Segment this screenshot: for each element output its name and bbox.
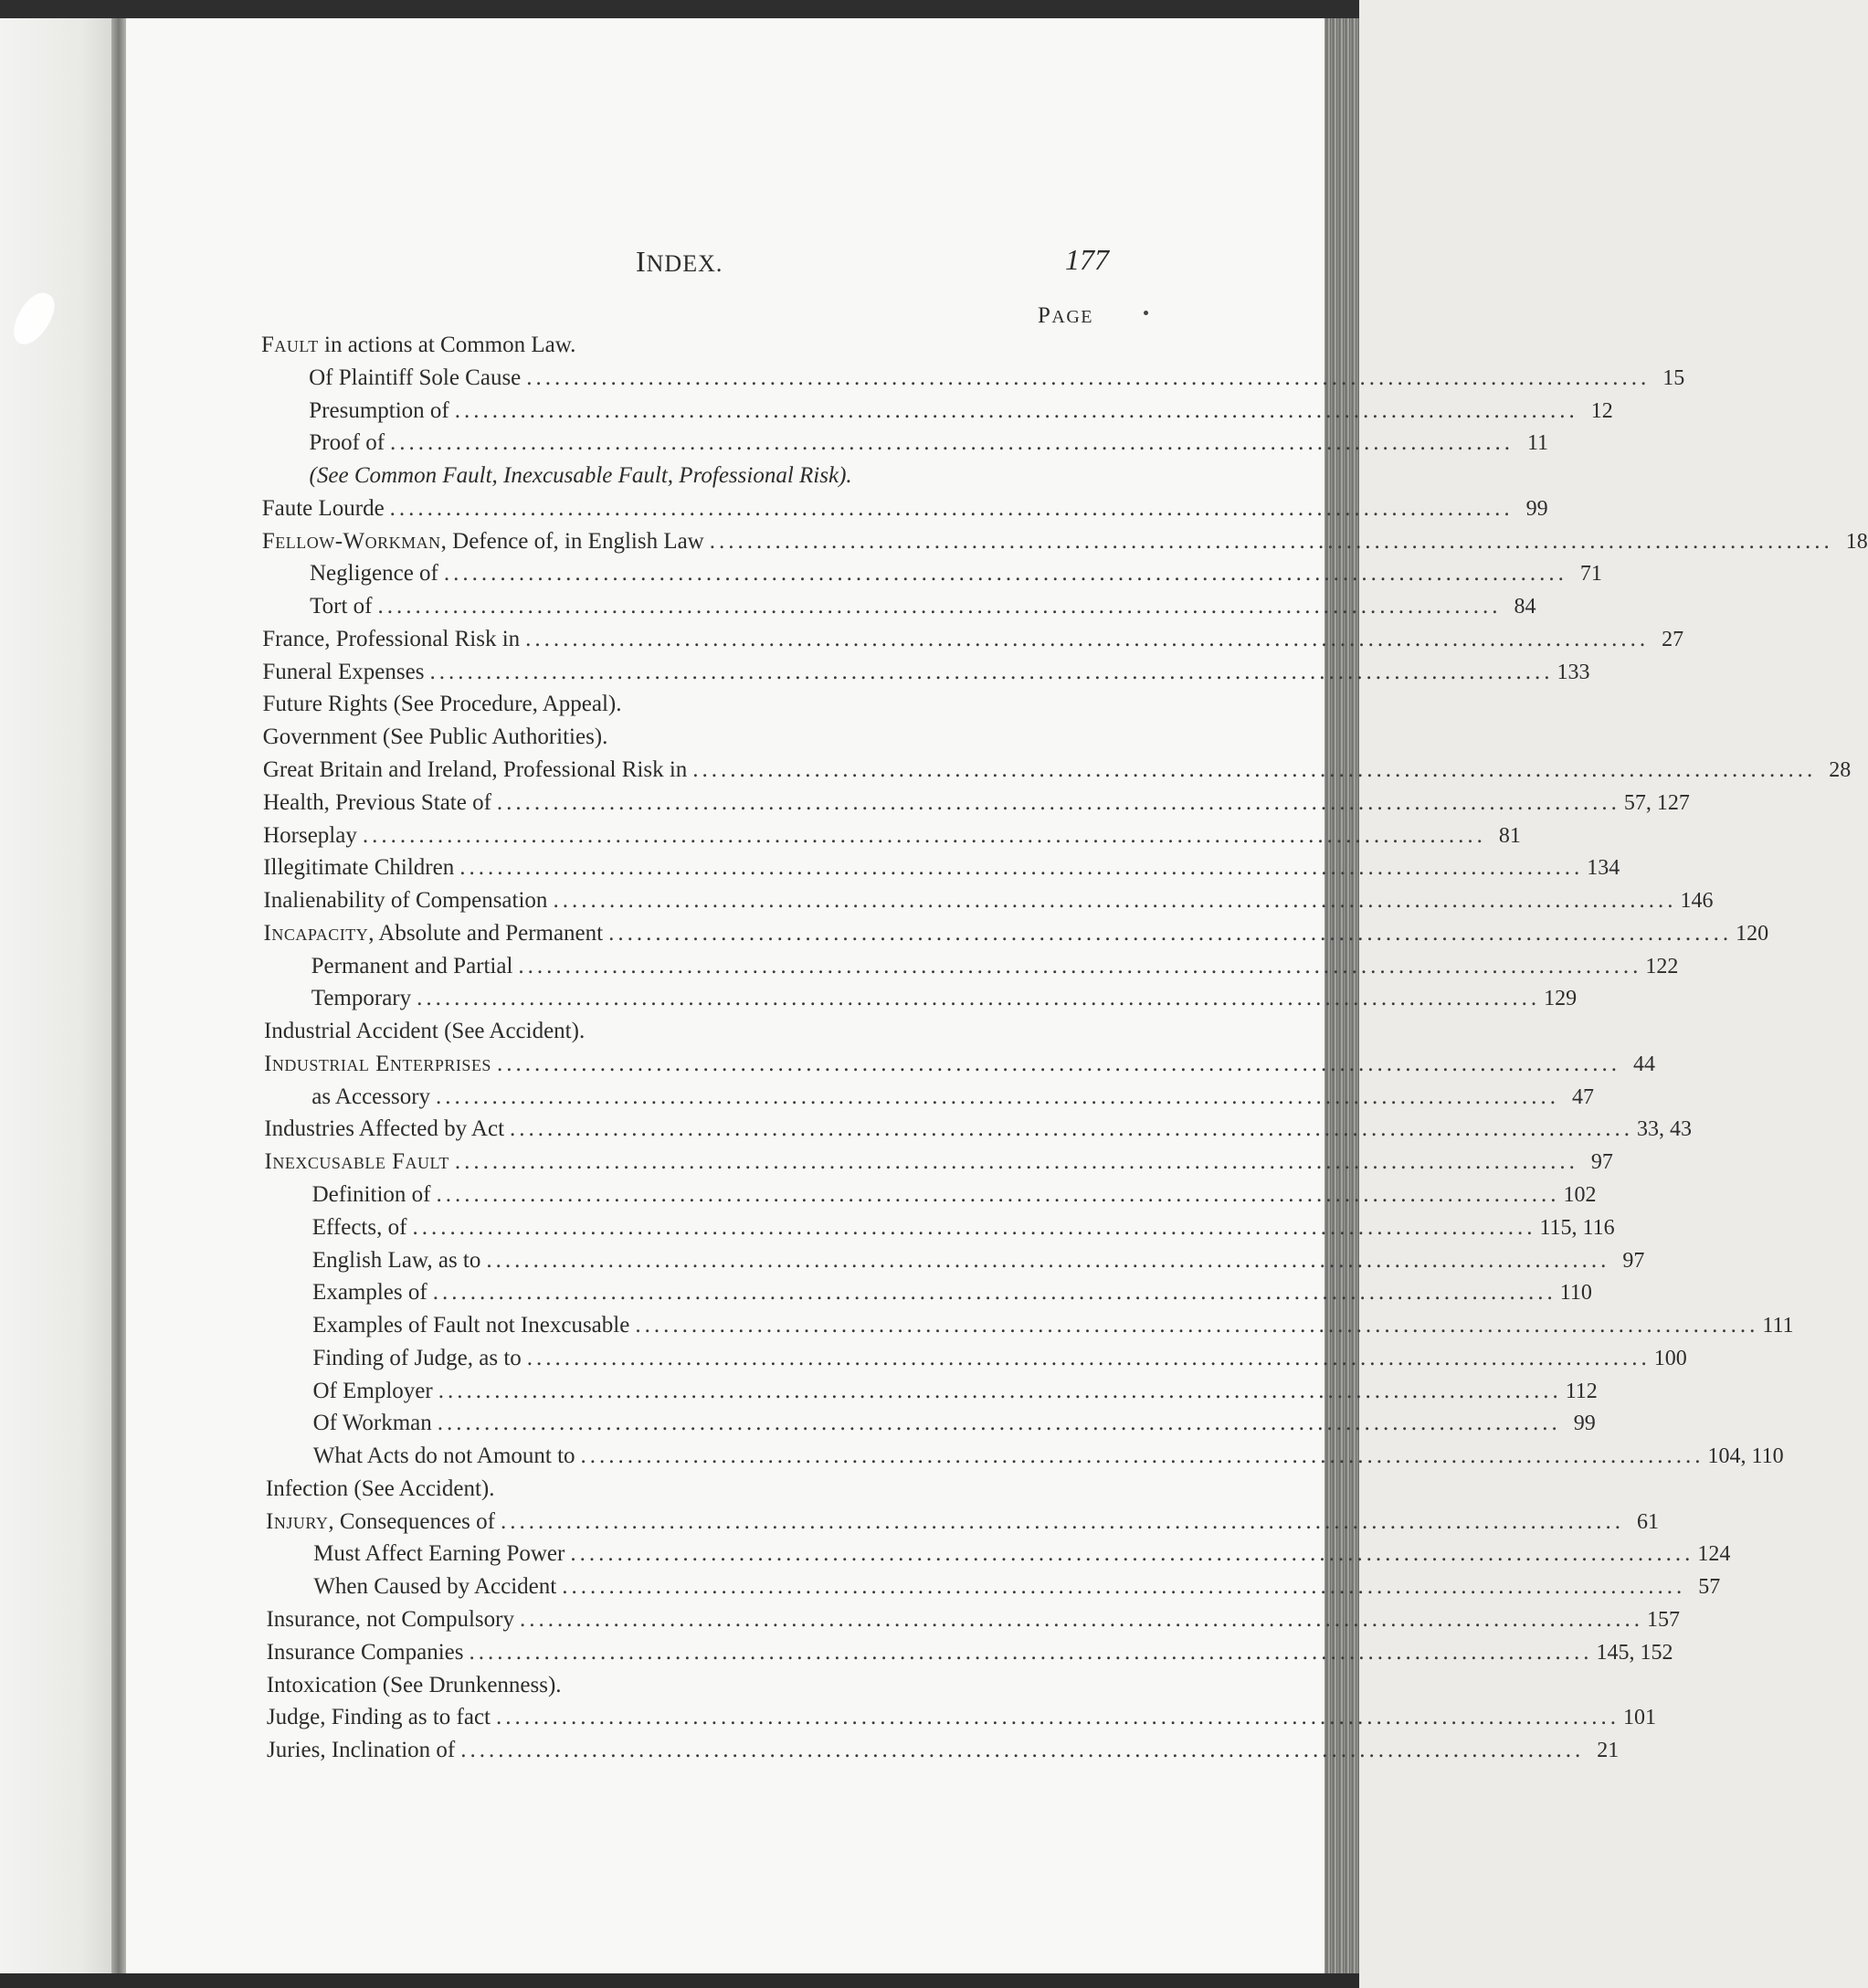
dot-leader: ........................................................................................................................ (580, 1443, 1704, 1469)
dot-leader: ........................................................................................................................ (390, 430, 1514, 456)
index-entry (313, 1574, 1721, 1607)
index-entry-label: Definition of (311, 1182, 431, 1208)
dot-leader: ........................................................................................................................ (635, 1313, 1759, 1338)
index-entry-label: Inalienability of Compensation (263, 888, 548, 914)
index-entry (266, 1705, 1656, 1738)
index-entry-label: Negligence of (309, 561, 438, 587)
index-entry-label: Illegitimate Children (263, 855, 455, 881)
index-entry-label (262, 529, 441, 555)
index-entry-label: Examples of Fault not Inexcusable (312, 1313, 630, 1338)
index-entry-label: as Accessory (311, 1084, 431, 1109)
page-reference: 28 (1829, 758, 1852, 782)
index-entry (262, 659, 1590, 693)
page-reference: 12 (1590, 398, 1613, 423)
book-gutter (111, 18, 126, 1973)
index-entry-label: When Caused by Accident (313, 1574, 557, 1600)
page-reference: 18 (1845, 529, 1868, 554)
index-entry (263, 855, 1620, 888)
index-entry (263, 920, 1769, 954)
dot-leader: ........................................................................................................................ (519, 1607, 1643, 1633)
page-reference: 146 (1680, 889, 1714, 914)
index-entry (311, 986, 1578, 1019)
index-entry-label: Effects, of (311, 1214, 407, 1240)
page-reference: 21 (1597, 1739, 1620, 1763)
page-reference: 133 (1557, 660, 1590, 684)
dot-leader: ........................................................................................................................ (500, 1508, 1624, 1534)
index-entry-label: Horseplay (263, 822, 357, 848)
index-entry (312, 1411, 1596, 1443)
index-entry (266, 1607, 1680, 1640)
index-entry-label: Industrial Accident (See Accident). (263, 1019, 586, 1044)
index-entry (262, 789, 1690, 823)
index-entry (261, 333, 1107, 365)
index-entry-label: Temporary (311, 986, 412, 1011)
dot-leader: ........................................................................................................................ (486, 1247, 1610, 1273)
scan-bottom-border (0, 1973, 1359, 1988)
page-reference: 97 (1622, 1248, 1645, 1273)
index-entry (313, 1541, 1731, 1574)
dot-leader: ........................................................................................................................ (709, 528, 1833, 554)
dot-leader: ........................................................................................................................ (432, 1280, 1557, 1306)
index-entry-label: Permanent and Partial (311, 953, 513, 978)
dot-leader: ........................................................................................................................ (526, 1345, 1651, 1370)
index-entry-label: Faute Lourde (261, 495, 385, 521)
index-entry (263, 888, 1714, 921)
index-entry (311, 1247, 1645, 1281)
dot-leader: ........................................................................................................................ (436, 1182, 1560, 1208)
dot-leader: ........................................................................................................................ (460, 1738, 1585, 1763)
page-reference: 145, 152 (1596, 1640, 1673, 1665)
page-title: INDEX. (636, 245, 723, 278)
index-heading-word: Fellow-Workman (261, 528, 441, 554)
index-entry-continuation: , Defence of, in English Law (440, 528, 704, 554)
index-entry (264, 1149, 1613, 1182)
facing-page-edge (0, 18, 117, 1973)
page-reference: 99 (1573, 1412, 1596, 1436)
index-entry (267, 1673, 1110, 1706)
dot-leader: ........................................................................................................................ (496, 1051, 1620, 1076)
index-entry-label: Tort of (310, 594, 373, 619)
dot-leader: ........................................................................................................................ (377, 594, 1502, 619)
page-reference: 115, 116 (1539, 1215, 1615, 1240)
dot-leader: ........................................................................................................................ (562, 1574, 1686, 1600)
page-reference: 112 (1565, 1379, 1598, 1403)
index-heading-word: Inexcusable Fault (264, 1149, 449, 1175)
index-entry-label: Juries, Inclination of (267, 1738, 456, 1763)
index-entry (264, 1051, 1655, 1084)
dot-leader: ........................................................................................................................ (437, 1411, 1561, 1436)
index-heading-word: Fault (261, 333, 319, 357)
index-entry (309, 430, 1549, 463)
index-heading-word: Injury (266, 1508, 329, 1534)
dot-leader: ........................................................................................................................ (608, 920, 1733, 946)
page-reference: 120 (1736, 921, 1769, 946)
index-entry (262, 757, 1852, 790)
page-reference: 97 (1590, 1150, 1613, 1175)
index-entry-label: (See Common Fault, Inexcusable Fault, Professional Risk). (309, 463, 852, 489)
index-entry-label: Of Employer (312, 1378, 433, 1403)
index-entry (263, 692, 1108, 724)
dot-leader: ........................................................................................................................ (389, 495, 1514, 521)
page-reference: 122 (1645, 954, 1679, 978)
index-entry (263, 822, 1521, 856)
page-reference: 124 (1697, 1542, 1731, 1567)
index-entry (311, 1182, 1597, 1215)
page-reference: 57, 127 (1623, 790, 1690, 815)
index-entry-label: Infection (See Accident). (265, 1475, 495, 1501)
index-entry (312, 1280, 1592, 1313)
page-reference: 101 (1622, 1706, 1656, 1730)
dot-leader: ........................................................................................................................ (570, 1541, 1694, 1567)
index-entry (311, 953, 1679, 987)
index-heading-word: Industrial Enterprises (264, 1051, 491, 1076)
index-entry-label: Finding of Judge, as to (312, 1345, 522, 1370)
index-entry-label: Presumption of (309, 397, 449, 423)
page-reference: 104, 110 (1707, 1444, 1784, 1469)
index-entry (312, 1443, 1784, 1476)
dot-leader: ........................................................................................................................ (469, 1639, 1593, 1665)
index-entry-label: Of Plaintiff Sole Cause (309, 365, 522, 390)
index-entry-label: Judge, Finding as to fact (266, 1705, 491, 1730)
index-entry-label: Industries Affected by Act (264, 1116, 505, 1142)
ink-dot (1144, 311, 1148, 315)
index-entry (261, 495, 1548, 529)
index-entry (311, 1084, 1595, 1117)
page-reference: 11 (1526, 431, 1549, 456)
dot-leader: ........................................................................................................................ (525, 626, 1650, 651)
index-entry (261, 528, 1868, 562)
index-entry-label: Future Rights (See Procedure, Appeal). (262, 692, 622, 717)
page-reference: 81 (1498, 823, 1521, 848)
page-reference: 44 (1632, 1052, 1655, 1076)
dot-leader: ........................................................................................................................ (362, 822, 1486, 848)
index-entry-label: Of Workman (312, 1411, 432, 1436)
dot-leader: ........................................................................................................................ (459, 855, 1584, 881)
index-heading-word: Incapacity (263, 920, 369, 946)
index-entry-label: Funeral Expenses (262, 659, 425, 684)
page-reference: 33, 43 (1637, 1117, 1693, 1142)
dot-leader: ........................................................................................................................ (526, 365, 1651, 390)
index-entry (310, 594, 1536, 627)
page-reference: 57 (1698, 1575, 1721, 1600)
dot-leader: ........................................................................................................................ (454, 397, 1578, 423)
page-reference: 61 (1636, 1509, 1659, 1534)
page-reference: 15 (1662, 365, 1685, 390)
index-entry-label: Insurance Companies (266, 1639, 464, 1665)
index-entry (267, 1738, 1620, 1771)
dot-leader: ........................................................................................................................ (495, 1705, 1620, 1730)
index-entry (264, 1116, 1693, 1149)
index-entry-label: Great Britain and Ireland, Professional Risk in (262, 757, 688, 782)
page-reference: 102 (1563, 1183, 1597, 1208)
index-entry (312, 1378, 1598, 1412)
page-reference: 129 (1544, 987, 1578, 1011)
page-reference: 157 (1646, 1608, 1680, 1633)
index-entry-label (261, 333, 319, 358)
index-entry (312, 1345, 1687, 1379)
index-entry (262, 626, 1684, 660)
index-entry-label (264, 921, 369, 946)
dot-leader: ........................................................................................................................ (438, 1378, 1562, 1403)
dot-leader: ........................................................................................................................ (496, 789, 1620, 815)
page-reference: 134 (1587, 856, 1620, 881)
index-entry-label: France, Professional Risk in (262, 626, 521, 651)
index-entry-label: Examples of (312, 1280, 427, 1306)
index-entry-label: Health, Previous State of (262, 789, 491, 815)
dot-leader: ........................................................................................................................ (510, 1116, 1634, 1142)
index-entry (309, 397, 1613, 431)
page-reference: 100 (1653, 1346, 1687, 1370)
index-entry (310, 463, 1108, 496)
index-entry (309, 365, 1685, 398)
page-reference: 110 (1559, 1281, 1592, 1306)
index-entry-label (265, 1149, 449, 1175)
page-reference: 99 (1525, 496, 1548, 521)
dot-leader: ........................................................................................................................ (518, 953, 1642, 978)
index-entry-label: Intoxication (See Drunkenness). (266, 1672, 562, 1697)
index-entry (266, 1639, 1673, 1673)
dot-leader: ........................................................................................................................ (436, 1084, 1560, 1109)
dot-leader: ........................................................................................................................ (412, 1214, 1536, 1240)
index-entry (266, 1476, 1109, 1509)
index-entry-label: Proof of (309, 430, 385, 456)
page-reference: 84 (1514, 595, 1536, 619)
index-entry (311, 1214, 1615, 1248)
index-entry-continuation: in actions at Common Law. (318, 333, 576, 357)
page-reference: 111 (1762, 1314, 1794, 1338)
dot-leader: ........................................................................................................................ (553, 888, 1677, 914)
index-entry-label: English Law, as to (311, 1247, 481, 1273)
index-entry-label (264, 1052, 491, 1077)
dot-leader: ........................................................................................................................ (429, 659, 1554, 684)
index-entry-label: Government (See Public Authorities). (262, 724, 608, 750)
index-entry (266, 1508, 1659, 1542)
page-number: 177 (1065, 243, 1109, 276)
running-head (0, 245, 1359, 281)
index-entry (263, 724, 1108, 757)
page-column-label: PAGE (1038, 303, 1094, 328)
page-reference: 47 (1572, 1084, 1595, 1109)
index-entry-continuation: , Absolute and Permanent (368, 920, 604, 946)
index-entry (312, 1313, 1794, 1346)
dot-leader: ........................................................................................................................ (692, 757, 1817, 782)
index-entry-label: Must Affect Earning Power (313, 1541, 565, 1567)
index-entry-label: What Acts do not Amount to (312, 1443, 575, 1469)
index-entry (264, 1019, 1108, 1052)
index-entry-label: Insurance, not Compulsory (266, 1607, 514, 1633)
dot-leader: ........................................................................................................................ (443, 561, 1567, 587)
dot-leader: ........................................................................................................................ (417, 986, 1541, 1011)
index-entry-label (266, 1509, 328, 1535)
index-entry-continuation: , Consequences of (328, 1508, 495, 1534)
page-reference: 27 (1662, 627, 1684, 651)
page-reference: 71 (1579, 562, 1602, 587)
dot-leader: ........................................................................................................................ (454, 1149, 1578, 1175)
index-entry (309, 561, 1602, 594)
scan-top-border (0, 0, 1359, 18)
